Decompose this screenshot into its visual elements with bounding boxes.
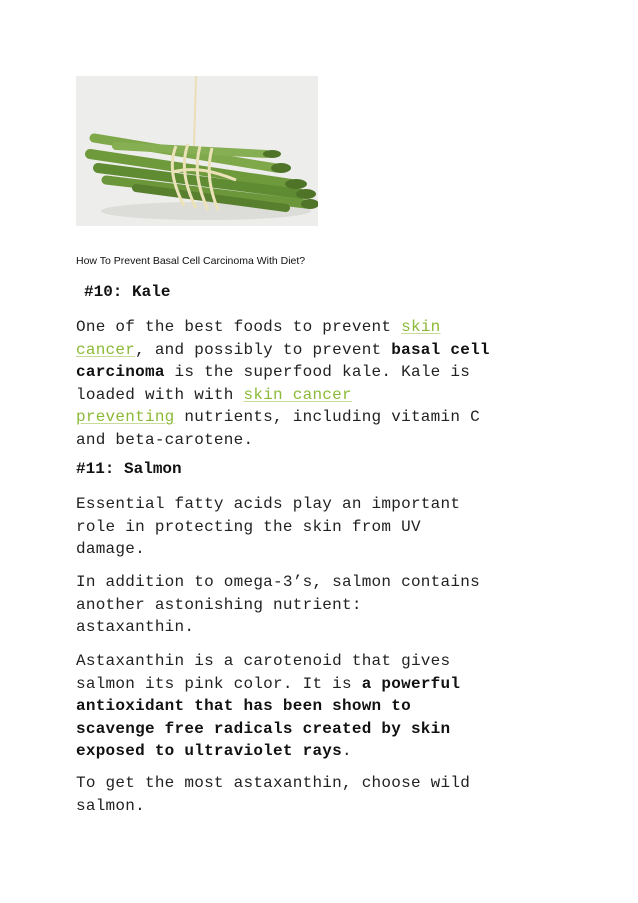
text-run: nutrients, including vitamin C [174,408,480,426]
heading-kale: #10: Kale [84,283,171,301]
kale-line-3 [76,361,576,384]
text-line [76,695,576,718]
salmon-paragraph-4 [76,772,576,817]
kale-line-2 [76,339,576,362]
salmon-paragraph-2 [76,571,576,639]
bold-scavenge: scavenge free radicals created by skin [76,719,451,738]
salmon-paragraph-3 [76,650,576,763]
bold-exposed: exposed to ultraviolet rays [76,742,342,760]
salmon-paragraph-1 [76,493,576,561]
skin-cancer-preventing-link-b[interactable]: preventing [76,408,175,426]
kale-line-4 [76,384,576,407]
image-caption: How To Prevent Basal Cell Carcinoma With Diet? [76,255,306,267]
bold-carcinoma: carcinoma [76,363,165,381]
text-line: damage. [76,540,145,558]
kale-line-5 [76,406,576,429]
text-line [76,673,576,696]
skin-cancer-preventing-link-a[interactable]: skin cancer [243,385,352,404]
text-line: astaxanthin. [76,618,195,636]
asparagus-image [76,76,318,226]
text-run: . [342,742,352,760]
text-line: salmon. [76,796,145,815]
bold-powerful: a powerful [361,674,461,693]
skin-cancer-link-b[interactable]: cancer [76,340,136,359]
text-run: One of the best foods to prevent [76,318,402,336]
text-line: To get the most astaxanthin, choose wild [76,774,471,792]
text-line [76,718,576,741]
kale-line-1 [76,316,576,339]
kale-line-6: and beta-carotene. [76,430,254,449]
skin-cancer-link-a[interactable]: skin [401,318,441,336]
text-line: another astonishing nutrient: [76,595,362,614]
text-line: Essential fatty acids play an important [76,495,461,513]
text-line [76,740,576,763]
text-run: loaded with with [76,385,244,404]
text-run: , and possibly to prevent [135,340,392,359]
kale-paragraph [76,316,576,451]
text-line: In addition to omega-3’s, salmon contains [76,573,480,591]
bold-basal-cell: basal cell [391,340,490,359]
heading-salmon: #11: Salmon [76,460,182,478]
text-run: salmon its pink color. It is [76,674,362,693]
bold-antioxidant: antioxidant that has been shown to [76,697,411,715]
text-line: Astaxanthin is a carotenoid that gives [76,652,451,670]
text-run: is the superfood kale. Kale is [164,363,471,381]
text-line: role in protecting the skin from UV [76,517,421,536]
asparagus-photo [76,76,318,226]
